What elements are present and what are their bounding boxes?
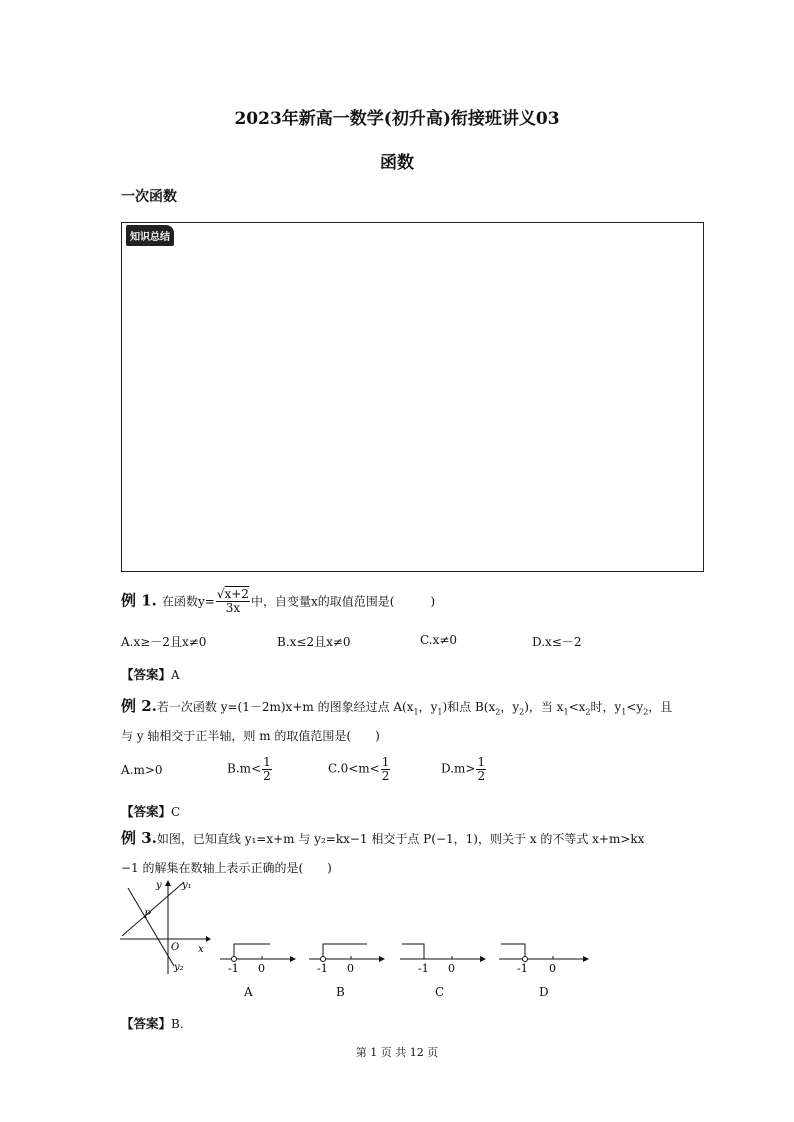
tick-label-0: 0 [448,962,455,975]
example-2-question-line2: 与 y 轴相交于正半轴，则 m 的取值范围是( ) [121,729,380,743]
x-axis-arrow [206,936,211,942]
example-3-question-line2: −1 的解集在数轴上表示正确的是( ) [121,861,332,875]
x-label: x [198,944,204,955]
example-1-option-d[interactable]: D.x≤－2 [532,635,582,649]
tick-label-neg1: -1 [228,962,239,975]
page-title: 2023年新高一数学(初升高)衔接班讲义03 [234,109,560,129]
choice-label-a[interactable]: A [244,985,253,999]
y2-label: y₂ [174,962,184,973]
endpoint-hollow [523,957,528,962]
knowledge-summary-badge: 知识总结 [126,225,174,246]
example-1-option-b[interactable]: B.x≤2且x≠0 [277,635,351,649]
example-2-question-line1: 例 2.若一次函数 y=(1－2m)x+m 的图象经过点 $A(x_1$，$y_1$)和点 $B(x_2$，$y_2$)，当 $x_1<x_2$时，$y_1<y_2$，且 [121,697,673,717]
numberline-c[interactable] [398,938,488,978]
example-2-option-a[interactable]: A.m>0 [121,763,163,777]
example-2-option-d[interactable]: D.m> $\frac{1}{2}$ [441,755,486,783]
tick-label-0: 0 [347,962,354,975]
example-1-label: 例 1. [121,591,157,610]
numberline-b[interactable] [307,938,387,978]
example-3-label: 例 3. [121,829,157,847]
tick-label-0: 0 [258,962,265,975]
y-axis-arrow [165,880,171,886]
example-1-option-a[interactable]: A.x≥－2且x≠0 [121,635,207,649]
solution-region [234,944,270,959]
line-y1 [122,882,184,936]
solution-region [501,944,525,959]
example-3-question-line1: 例 3.如图，已知直线 y₁=x+m 与 y₂=kx−1 相交于点 P(−1，1)，则关于 x 的不等式 x+m>kx [121,829,645,847]
example-1-question: 例 1. 在函数y= $\frac{√x+2}{3x}$ 中，自变量x的取值范围是( ) [121,587,436,615]
choice-label-b[interactable]: B [336,985,345,999]
solution-region [323,944,367,959]
tick-label-neg1: -1 [317,962,328,975]
tick-label-neg1: -1 [418,962,429,975]
numberline-a[interactable] [218,938,298,978]
example-2-option-c[interactable]: C.0<m< $\frac{1}{2}$ [328,755,390,783]
choice-label-d[interactable]: D [539,985,549,999]
page-footer: 第 1 页 共 12 页 [355,1046,439,1059]
example-3-answer: 【答案】B. [121,1016,184,1031]
endpoint-hollow [232,957,237,962]
example-1-answer: 【答案】A [121,667,180,682]
example-2-label: 例 2. [121,697,157,715]
endpoint-hollow [321,957,326,962]
choice-label-c[interactable]: C [435,985,445,999]
example-1-option-c[interactable]: C.x≠0 [420,633,458,647]
y1-label: y₁ [182,880,192,891]
line-y2 [128,888,174,966]
example-1-fraction: $\frac{√x+2}{3x}$ [216,587,249,615]
numberline-d[interactable] [497,938,592,978]
example-2-option-b[interactable]: B.m< $\frac{1}{2}$ [227,755,271,783]
tick-label-neg1: -1 [517,962,528,975]
section-heading: 一次函数 [121,189,177,205]
example-2-answer: 【答案】C [121,804,181,819]
solution-region [402,944,424,959]
y-label: y [156,880,162,891]
example-3-graph [116,876,211,976]
p-label: P [144,910,151,921]
origin-label: O [171,942,180,953]
knowledge-summary-box [121,222,704,572]
page-subtitle: 函数 [380,153,414,173]
tick-label-0: 0 [549,962,556,975]
